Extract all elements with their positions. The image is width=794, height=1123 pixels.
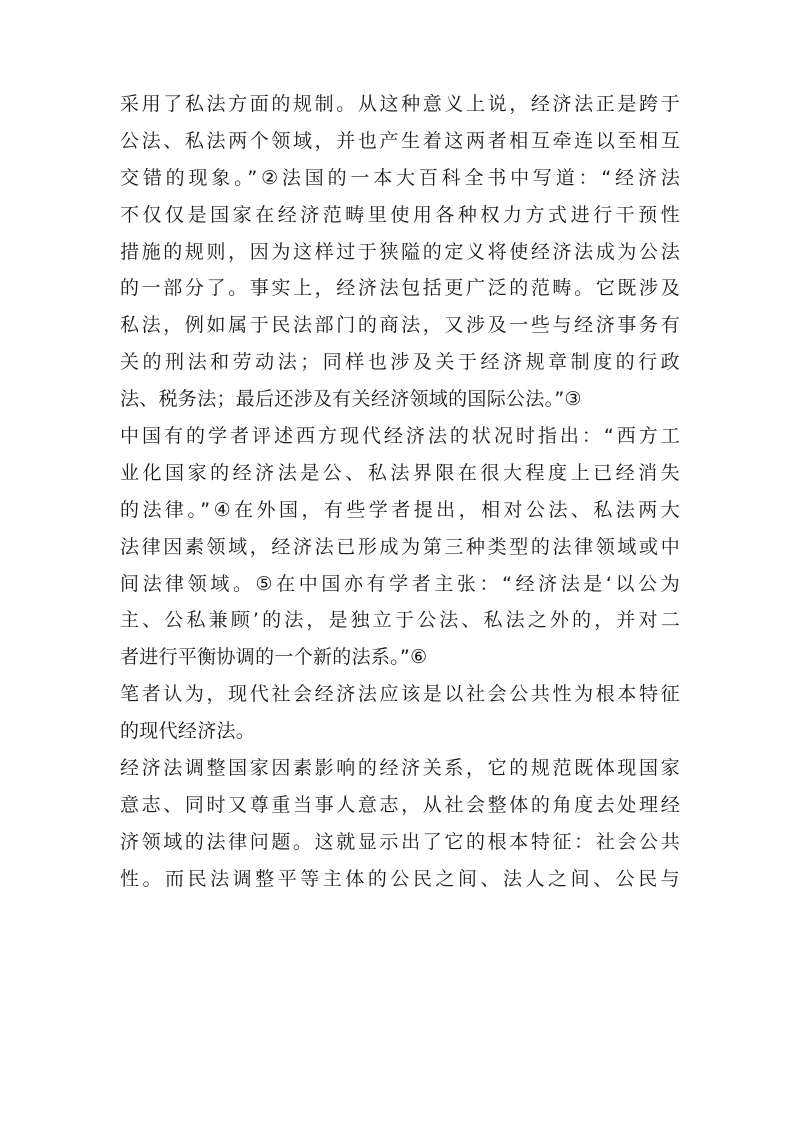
text-line: 者进行平衡协调的一个新的法系。”⑥ (120, 646, 428, 669)
text-line: 间法律领域。⑤在中国亦有学者主张：“经济法是‘以公为 (120, 572, 680, 595)
text-line: 采用了私法方面的规制。从这种意义上说，经济法正是跨于 (120, 93, 680, 115)
document-body (120, 86, 680, 898)
text-line: 笔者认为，现代社会经济法应该是以社会公共性为根本特征 (120, 683, 680, 706)
text-line: 的现代经济法。 (120, 720, 256, 743)
text-line: 关的刑法和劳动法；同样也涉及关于经济规章制度的行政 (120, 351, 680, 374)
text-line: 不仅仅是国家在经济范畴里使用各种权力方式进行干预性 (120, 203, 680, 226)
text-line: 措施的规则，因为这样过于狭隘的定义将使经济法成为公法 (120, 240, 680, 263)
text-line: 的法律。”④在外国，有些学者提出，相对公法、私法两大 (120, 498, 680, 521)
text-line: 的一部分了。事实上，经济法包括更广泛的范畴。它既涉及 (120, 277, 680, 300)
text-line: 法、税务法；最后还涉及有关经济领域的国际公法。”③ (120, 388, 582, 411)
text-line: 主、公私兼顾’的法，是独立于公法、私法之外的，并对二 (120, 609, 680, 632)
text-line: 公法、私法两个领域，并也产生着这两者相互牵连以至相互 (120, 129, 680, 152)
text-line: 中国有的学者评述西方现代经济法的状况时指出：“西方工 (120, 425, 680, 448)
text-line: 性。而民法调整平等主体的公民之间、法人之间、公民与 (120, 867, 680, 890)
text-line: 私法，例如属于民法部门的商法，又涉及一些与经济事务有 (120, 314, 680, 337)
text-line: 法律因素领域，经济法已形成为第三种类型的法律领域或中 (120, 535, 680, 558)
text-line: 业化国家的经济法是公、私法界限在很大程度上已经消失 (120, 461, 680, 484)
text-line: 经济法调整国家因素影响的经济关系，它的规范既体现国家 (120, 757, 680, 780)
text-line: 交错的现象。”②法国的一本大百科全书中写道：“经济法 (120, 166, 680, 189)
text-line: 济领域的法律问题。这就显示出了它的根本特征：社会公共 (120, 830, 680, 853)
text-line: 意志、同时又尊重当事人意志，从社会整体的角度去处理经 (120, 793, 680, 816)
